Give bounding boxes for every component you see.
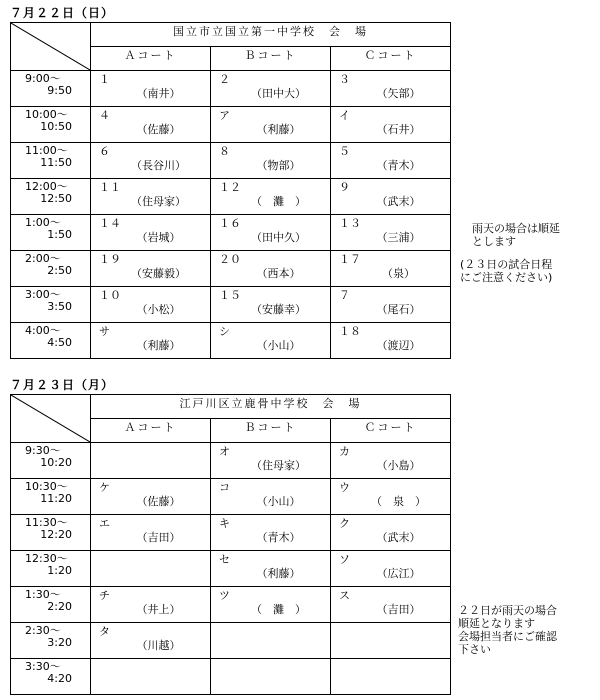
day1-schedule-table [10, 22, 451, 359]
time-start: 1:30～ [25, 588, 61, 601]
school-name: （青木） [376, 159, 421, 172]
day2-rain-note: ２２日が雨天の場合 順延となります 会場担当者にご確認 下さい [458, 604, 557, 656]
school-name: （小山） [256, 339, 301, 352]
match-slot [91, 659, 211, 695]
court-header: Ａコート [91, 419, 211, 443]
day1-title: ７月２２日（日） [10, 6, 115, 20]
match-id: ス [339, 589, 350, 602]
match-slot [91, 215, 211, 251]
time-cell [11, 71, 91, 107]
match-slot [91, 587, 211, 623]
match-slot [91, 287, 211, 323]
match-id: ７ [339, 289, 350, 302]
match-slot [91, 551, 211, 587]
school-name: （尾石） [376, 303, 421, 316]
match-slot [211, 251, 331, 287]
match-id: １１ [99, 181, 121, 194]
match-slot [91, 71, 211, 107]
match-slot [331, 287, 451, 323]
match-id: １０ [99, 289, 121, 302]
school-name: （小松） [136, 303, 181, 316]
match-id: ツ [219, 589, 230, 602]
match-id: ク [339, 517, 350, 530]
school-name: （安藤幸） [251, 303, 306, 316]
match-slot [331, 215, 451, 251]
time-end: 1:20 [47, 564, 72, 577]
match-slot [91, 479, 211, 515]
match-slot [211, 287, 331, 323]
school-name: （利藤） [256, 123, 301, 136]
match-id [91, 443, 210, 445]
time-start: 12:00～ [25, 180, 68, 193]
match-id: ３ [339, 73, 350, 86]
time-end: 10:20 [40, 456, 72, 469]
match-id: ２０ [219, 253, 241, 266]
table-row [11, 143, 451, 179]
school-name: （住母家） [131, 195, 186, 208]
header-corner-cell [11, 23, 91, 71]
table-row [11, 215, 451, 251]
time-end: 9:50 [47, 84, 72, 97]
time-cell [11, 443, 91, 479]
match-id: ４ [99, 109, 110, 122]
time-end: 2:50 [47, 264, 72, 277]
match-slot [331, 443, 451, 479]
match-slot [211, 215, 331, 251]
match-id: １２ [219, 181, 241, 194]
time-cell [11, 287, 91, 323]
match-id [331, 623, 450, 625]
school-name: （西本） [256, 267, 301, 280]
time-cell [11, 143, 91, 179]
court-header: Ｂコート [211, 419, 331, 443]
match-id: ソ [339, 553, 350, 566]
time-cell [11, 659, 91, 695]
match-id [211, 659, 330, 661]
match-slot [211, 443, 331, 479]
diagonal-line [11, 395, 90, 442]
match-id: １３ [339, 217, 361, 230]
time-cell [11, 479, 91, 515]
header-corner-cell [11, 395, 91, 443]
time-start: 10:30～ [25, 480, 68, 493]
time-start: 2:00～ [25, 252, 61, 265]
table-row [11, 623, 451, 659]
school-name: （利藤） [136, 339, 181, 352]
court-header: Ｃコート [331, 419, 451, 443]
match-slot [331, 107, 451, 143]
time-cell [11, 587, 91, 623]
match-id: １４ [99, 217, 121, 230]
school-name: （ 灘 ） [251, 195, 306, 208]
match-slot [91, 515, 211, 551]
school-name: （田中久） [251, 231, 306, 244]
match-slot [211, 515, 331, 551]
court-header: Ｂコート [211, 47, 331, 71]
time-end: 10:50 [40, 120, 72, 133]
match-slot [91, 251, 211, 287]
time-start: 3:30～ [25, 660, 61, 673]
day1-next-day-note: (２３日の試合日程 にご注意ください) [460, 258, 553, 284]
match-slot [331, 71, 451, 107]
match-id: ア [219, 109, 230, 122]
time-end: 4:50 [47, 336, 72, 349]
time-cell [11, 251, 91, 287]
match-id: ウ [339, 481, 350, 494]
match-slot [331, 251, 451, 287]
time-end: 1:50 [47, 228, 72, 241]
school-name: （吉田） [136, 531, 181, 544]
time-start: 1:00～ [25, 216, 61, 229]
school-name: （広江） [376, 567, 421, 580]
match-id: ５ [339, 145, 350, 158]
match-id: サ [99, 325, 110, 338]
school-name: （南井） [136, 87, 181, 100]
match-slot [331, 515, 451, 551]
time-start: 4:00～ [25, 324, 61, 337]
time-cell [11, 107, 91, 143]
time-cell [11, 323, 91, 359]
school-name: （田中大） [251, 87, 306, 100]
match-id: １９ [99, 253, 121, 266]
match-slot [91, 623, 211, 659]
school-name: （佐藤） [136, 123, 181, 136]
time-start: 9:30～ [25, 444, 61, 457]
time-start: 9:00～ [25, 72, 61, 85]
time-cell [11, 179, 91, 215]
match-id: シ [219, 325, 230, 338]
time-start: 11:30～ [25, 516, 68, 529]
match-slot [211, 479, 331, 515]
match-slot [211, 659, 331, 695]
school-name: （安藤毅） [131, 267, 186, 280]
time-end: 12:50 [40, 192, 72, 205]
table-row [11, 551, 451, 587]
match-id: ６ [99, 145, 110, 158]
match-slot [331, 551, 451, 587]
table-row [11, 179, 451, 215]
day1-rain-note: 雨天の場合は順延 とします [472, 222, 560, 248]
school-name: （武末） [376, 531, 421, 544]
table-row [11, 71, 451, 107]
diagonal-line [11, 23, 90, 70]
table-row [11, 323, 451, 359]
match-id: ２ [219, 73, 230, 86]
school-name: （青木） [256, 531, 301, 544]
school-name: （ 灘 ） [251, 603, 306, 616]
match-slot [91, 143, 211, 179]
match-slot [331, 623, 451, 659]
match-slot [211, 323, 331, 359]
match-slot [91, 443, 211, 479]
match-id: １５ [219, 289, 241, 302]
match-slot [331, 659, 451, 695]
match-slot [211, 551, 331, 587]
match-id: キ [219, 517, 230, 530]
match-slot [211, 587, 331, 623]
time-start: 10:00～ [25, 108, 68, 121]
time-end: 3:20 [47, 636, 72, 649]
venue-name: 国立市立国立第一中学校 会 場 [91, 23, 451, 47]
school-name: （井上） [136, 603, 181, 616]
match-id: １７ [339, 253, 361, 266]
match-slot [211, 623, 331, 659]
match-slot [211, 179, 331, 215]
school-name: （小島） [376, 459, 421, 472]
match-id: ８ [219, 145, 230, 158]
time-end: 2:20 [47, 600, 72, 613]
time-cell [11, 623, 91, 659]
time-end: 11:50 [40, 156, 72, 169]
school-name: （武末） [376, 195, 421, 208]
match-id: ９ [339, 181, 350, 194]
match-slot [331, 587, 451, 623]
school-name: （岩城） [136, 231, 181, 244]
school-name: （渡辺） [376, 339, 421, 352]
match-id [331, 659, 450, 661]
table-row [11, 587, 451, 623]
school-name: （長谷川） [131, 159, 186, 172]
match-id [91, 551, 210, 553]
match-id: エ [99, 517, 110, 530]
match-id: １ [99, 73, 110, 86]
match-id: ケ [99, 481, 110, 494]
match-id: タ [99, 625, 110, 638]
time-end: 12:20 [40, 528, 72, 541]
venue-name: 江戸川区立鹿骨中学校 会 場 [91, 395, 451, 419]
time-end: 3:50 [47, 300, 72, 313]
school-name: （利藤） [256, 567, 301, 580]
school-name: （物部） [256, 159, 301, 172]
court-header: Ａコート [91, 47, 211, 71]
match-slot [331, 179, 451, 215]
match-slot [91, 179, 211, 215]
time-start: 11:00～ [25, 144, 68, 157]
time-start: 12:30～ [25, 552, 68, 565]
match-id: イ [339, 109, 350, 122]
match-id [211, 623, 330, 625]
match-slot [211, 143, 331, 179]
match-id [91, 659, 210, 661]
school-name: （矢部） [376, 87, 421, 100]
table-row [11, 659, 451, 695]
time-cell [11, 515, 91, 551]
time-cell [11, 551, 91, 587]
time-start: 2:30～ [25, 624, 61, 637]
table-row [11, 107, 451, 143]
table-row [11, 515, 451, 551]
match-slot [331, 143, 451, 179]
school-name: （住母家） [251, 459, 306, 472]
school-name: （佐藤） [136, 495, 181, 508]
school-name: （川越） [136, 639, 181, 652]
match-id: チ [99, 589, 110, 602]
match-id: １６ [219, 217, 241, 230]
time-end: 4:20 [47, 672, 72, 685]
match-id: オ [219, 445, 230, 458]
match-slot [91, 323, 211, 359]
time-end: 11:20 [40, 492, 72, 505]
day2-schedule-table [10, 394, 451, 695]
match-id: コ [219, 481, 230, 494]
school-name: （ 泉 ） [371, 495, 426, 508]
table-row [11, 479, 451, 515]
school-name: （小山） [256, 495, 301, 508]
table-row [11, 287, 451, 323]
table-row [11, 443, 451, 479]
court-header: Ｃコート [331, 47, 451, 71]
time-cell [11, 215, 91, 251]
match-slot [331, 479, 451, 515]
school-name: （吉田） [376, 603, 421, 616]
school-name: （三浦） [376, 231, 421, 244]
school-name: （泉） [382, 267, 415, 280]
day2-title: ７月２３日（月） [10, 378, 115, 392]
match-slot [211, 107, 331, 143]
table-row [11, 251, 451, 287]
match-slot [91, 107, 211, 143]
school-name: （石井） [376, 123, 421, 136]
match-id: カ [339, 445, 350, 458]
time-start: 3:00～ [25, 288, 61, 301]
match-id: セ [219, 553, 230, 566]
match-slot [211, 71, 331, 107]
match-id: １８ [339, 325, 361, 338]
match-slot [331, 323, 451, 359]
